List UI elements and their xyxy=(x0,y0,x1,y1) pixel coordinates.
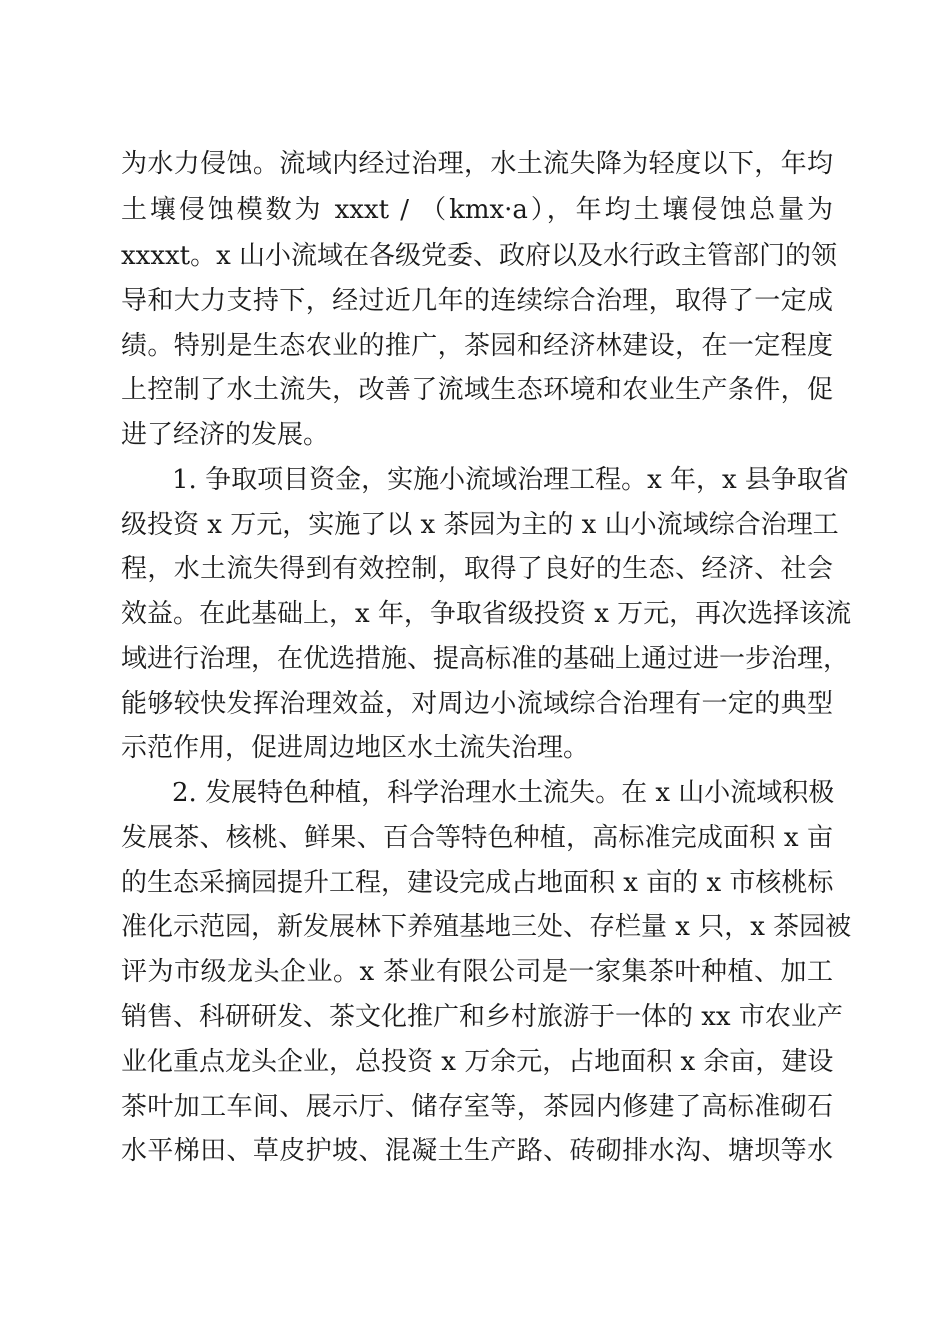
text-line: 土壤侵蚀模数为 xxxt / （kmx·a），年均土壤侵蚀总量为 xyxy=(121,195,833,225)
text-line: 的生态采摘园提升工程，建设完成占地面积 x 亩的 x 市核桃标 xyxy=(121,868,834,898)
paragraph-heading-1: 1. 争取项目资金，实施小流域治理工程。x 年，x 县争取省 xyxy=(172,465,849,495)
text-line: 进了经济的发展。 xyxy=(121,420,330,450)
text-line: 域进行治理，在优选措施、提高标准的基础上通过进一步治理， xyxy=(121,644,850,674)
text-line: 业化重点龙头企业，总投资 x 万余元，占地面积 x 余亩，建设 xyxy=(121,1047,834,1077)
text-line: 茶叶加工车间、展示厅、储存室等，茶园内修建了高标准砌石 xyxy=(121,1092,833,1122)
text-line: 绩。特别是生态农业的推广，茶园和经济林建设，在一定程度 xyxy=(121,331,833,361)
text-line: 评为市级龙头企业。x 茶业有限公司是一家集茶叶种植、加工 xyxy=(121,957,833,987)
text-line: xxxxt。x 山小流域在各级党委、政府以及水行政主管部门的领 xyxy=(121,241,838,271)
paragraph-heading-2: 2. 发展特色种植，科学治理水土流失。在 x 山小流域积极 xyxy=(172,778,835,808)
text-line: 销售、科研研发、茶文化推广和乡村旅游于一体的 xx 市农业产 xyxy=(121,1002,843,1032)
text-line: 准化示范园，新发展林下养殖基地三处、存栏量 x 只，x 茶园被 xyxy=(121,912,852,942)
text-line: 能够较快发挥治理效益，对周边小流域综合治理有一定的典型 xyxy=(121,689,833,719)
text-line: 效益。在此基础上，x 年，争取省级投资 x 万元，再次选择该流 xyxy=(121,599,852,629)
text-line: 程，水土流失得到有效控制，取得了良好的生态、经济、社会 xyxy=(121,554,833,584)
text-line: 上控制了水土流失，改善了流域生态环境和农业生产条件，促 xyxy=(121,375,833,405)
text-line: 级投资 x 万元，实施了以 x 茶园为主的 x 山小流域综合治理工 xyxy=(121,510,839,540)
text-line: 示范作用，促进周边地区水土流失治理。 xyxy=(121,733,590,763)
text-line: 为水力侵蚀。流域内经过治理，水土流失降为轻度以下，年均 xyxy=(121,149,833,179)
text-line: 发展茶、核桃、鲜果、百合等特色种植，高标准完成面积 x 亩 xyxy=(121,823,833,853)
text-line: 导和大力支持下，经过近几年的连续综合治理，取得了一定成 xyxy=(121,286,833,316)
text-line: 水平梯田、草皮护坡、混凝土生产路、砖砌排水沟、塘坝等水 xyxy=(121,1136,833,1166)
